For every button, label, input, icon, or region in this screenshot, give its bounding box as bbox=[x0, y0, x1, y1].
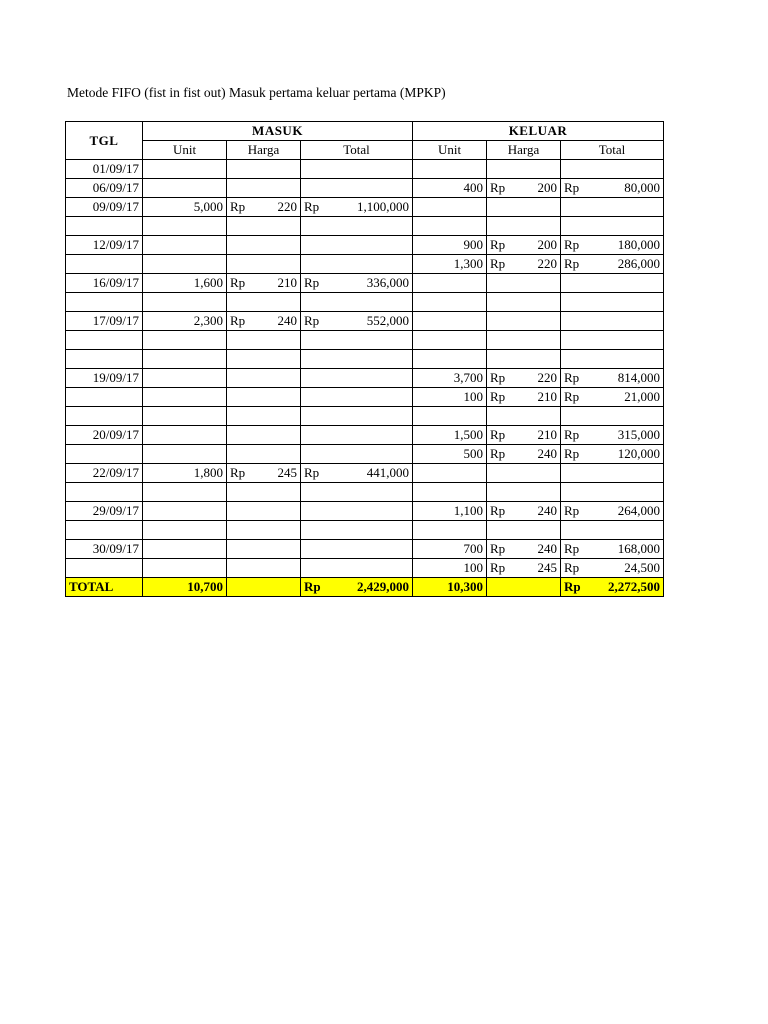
currency-label: Rp bbox=[230, 313, 246, 328]
currency-label: Rp bbox=[490, 560, 506, 575]
keluar-unit-header: Unit bbox=[413, 141, 487, 160]
keluar-total-value: 168,000 bbox=[617, 541, 660, 556]
keluar-unit-cell bbox=[413, 198, 487, 217]
keluar-total-cell bbox=[561, 445, 664, 464]
keluar-unit-cell bbox=[413, 293, 487, 312]
date-cell bbox=[66, 255, 143, 274]
masuk-harga-cell bbox=[227, 160, 301, 179]
currency-label: Rp bbox=[490, 427, 506, 442]
masuk-unit-cell bbox=[143, 407, 227, 426]
table-row bbox=[66, 540, 664, 559]
date-cell bbox=[66, 217, 143, 236]
masuk-total-cell bbox=[301, 445, 413, 464]
keluar-harga-cell bbox=[487, 540, 561, 559]
keluar-harga-cell bbox=[487, 255, 561, 274]
currency-label: Rp bbox=[490, 446, 506, 461]
masuk-unit-cell bbox=[143, 445, 227, 464]
date-cell: 30/09/17 bbox=[66, 540, 143, 559]
keluar-total-value: 21,000 bbox=[624, 389, 660, 404]
masuk-total-value: 1,100,000 bbox=[357, 199, 409, 214]
masuk-harga-cell bbox=[227, 540, 301, 559]
keluar-harga-cell bbox=[487, 350, 561, 369]
table-row bbox=[66, 198, 664, 217]
keluar-total-cell bbox=[561, 217, 664, 236]
keluar-total-cell bbox=[561, 312, 664, 331]
masuk-total-cell bbox=[301, 426, 413, 445]
date-cell: 01/09/17 bbox=[66, 160, 143, 179]
date-cell bbox=[66, 388, 143, 407]
currency-label: Rp bbox=[490, 256, 506, 271]
total-in-unit: 10,700 bbox=[143, 578, 227, 597]
masuk-unit-cell bbox=[143, 483, 227, 502]
keluar-unit-cell: 900 bbox=[413, 236, 487, 255]
masuk-total-cell bbox=[301, 236, 413, 255]
fifo-table bbox=[65, 121, 664, 597]
masuk-harga-value: 245 bbox=[277, 465, 297, 480]
keluar-harga-cell bbox=[487, 445, 561, 464]
masuk-total-value: 552,000 bbox=[366, 313, 409, 328]
currency-label: Rp bbox=[230, 465, 246, 480]
masuk-harga-cell bbox=[227, 407, 301, 426]
currency-label: Rp bbox=[564, 256, 580, 271]
keluar-total-cell bbox=[561, 464, 664, 483]
keluar-total-value: 315,000 bbox=[617, 427, 660, 442]
date-cell: 22/09/17 bbox=[66, 464, 143, 483]
keluar-total-cell bbox=[561, 407, 664, 426]
keluar-total-value: 180,000 bbox=[617, 237, 660, 252]
masuk-harga-cell bbox=[227, 312, 301, 331]
keluar-harga-cell bbox=[487, 331, 561, 350]
masuk-harga-cell bbox=[227, 198, 301, 217]
total-row bbox=[66, 578, 664, 597]
keluar-total-cell bbox=[561, 350, 664, 369]
masuk-unit-cell: 2,300 bbox=[143, 312, 227, 331]
table-row bbox=[66, 274, 664, 293]
table-row bbox=[66, 160, 664, 179]
keluar-harga-cell bbox=[487, 179, 561, 198]
currency-label: Rp bbox=[304, 313, 320, 328]
total-in-harga bbox=[227, 578, 301, 597]
keluar-harga-cell bbox=[487, 388, 561, 407]
keluar-total-value: 814,000 bbox=[617, 370, 660, 385]
masuk-harga-cell bbox=[227, 388, 301, 407]
keluar-unit-cell: 1,500 bbox=[413, 426, 487, 445]
currency-label: Rp bbox=[230, 199, 246, 214]
total-out-harga bbox=[487, 578, 561, 597]
table-row bbox=[66, 350, 664, 369]
currency-label: Rp bbox=[564, 503, 580, 518]
keluar-harga-cell bbox=[487, 521, 561, 540]
date-cell: 16/09/17 bbox=[66, 274, 143, 293]
keluar-unit-cell bbox=[413, 274, 487, 293]
date-cell: 06/09/17 bbox=[66, 179, 143, 198]
table-row bbox=[66, 255, 664, 274]
table-body bbox=[66, 160, 664, 578]
masuk-unit-cell bbox=[143, 331, 227, 350]
currency-label: Rp bbox=[564, 427, 580, 442]
masuk-unit-header: Unit bbox=[143, 141, 227, 160]
masuk-harga-cell bbox=[227, 217, 301, 236]
total-out-total-value: 2,272,500 bbox=[608, 579, 660, 594]
currency-label: Rp bbox=[564, 237, 580, 252]
keluar-total-cell bbox=[561, 540, 664, 559]
total-in-total bbox=[301, 578, 413, 597]
masuk-harga-cell bbox=[227, 464, 301, 483]
keluar-harga-value: 240 bbox=[537, 446, 557, 461]
keluar-harga-cell bbox=[487, 217, 561, 236]
date-cell bbox=[66, 483, 143, 502]
masuk-harga-cell bbox=[227, 521, 301, 540]
table-row bbox=[66, 388, 664, 407]
date-cell bbox=[66, 350, 143, 369]
masuk-total-cell bbox=[301, 464, 413, 483]
masuk-harga-cell bbox=[227, 274, 301, 293]
masuk-harga-cell bbox=[227, 293, 301, 312]
currency-label: Rp bbox=[564, 541, 580, 556]
masuk-unit-cell bbox=[143, 236, 227, 255]
table-row bbox=[66, 464, 664, 483]
masuk-unit-cell bbox=[143, 255, 227, 274]
masuk-total-cell bbox=[301, 331, 413, 350]
tgl-header: TGL bbox=[66, 122, 143, 160]
table-row bbox=[66, 445, 664, 464]
masuk-unit-cell: 1,600 bbox=[143, 274, 227, 293]
total-in-total-value: 2,429,000 bbox=[357, 579, 409, 594]
masuk-unit-cell bbox=[143, 350, 227, 369]
table-row bbox=[66, 559, 664, 578]
table-row bbox=[66, 407, 664, 426]
masuk-harga-cell bbox=[227, 236, 301, 255]
masuk-total-cell bbox=[301, 274, 413, 293]
keluar-total-cell bbox=[561, 274, 664, 293]
keluar-unit-cell: 1,300 bbox=[413, 255, 487, 274]
keluar-total-cell bbox=[561, 160, 664, 179]
masuk-harga-cell bbox=[227, 350, 301, 369]
table-row bbox=[66, 331, 664, 350]
keluar-harga-cell bbox=[487, 369, 561, 388]
currency-label: Rp bbox=[564, 579, 581, 594]
table-row bbox=[66, 217, 664, 236]
date-cell bbox=[66, 407, 143, 426]
keluar-total-value: 264,000 bbox=[617, 503, 660, 518]
keluar-total-cell bbox=[561, 369, 664, 388]
masuk-harga-value: 240 bbox=[277, 313, 297, 328]
masuk-total-cell bbox=[301, 198, 413, 217]
table-row bbox=[66, 312, 664, 331]
masuk-total-cell bbox=[301, 160, 413, 179]
keluar-harga-value: 200 bbox=[537, 237, 557, 252]
keluar-harga-cell bbox=[487, 464, 561, 483]
total-label: TOTAL bbox=[66, 578, 143, 597]
keluar-total-cell bbox=[561, 502, 664, 521]
currency-label: Rp bbox=[304, 579, 321, 594]
keluar-harga-cell bbox=[487, 426, 561, 445]
masuk-harga-value: 210 bbox=[277, 275, 297, 290]
keluar-unit-cell bbox=[413, 464, 487, 483]
masuk-harga-cell bbox=[227, 369, 301, 388]
masuk-total-cell bbox=[301, 350, 413, 369]
keluar-total-value: 286,000 bbox=[617, 256, 660, 271]
keluar-harga-value: 245 bbox=[537, 560, 557, 575]
masuk-total-header: Total bbox=[301, 141, 413, 160]
masuk-total-cell bbox=[301, 483, 413, 502]
date-cell: 09/09/17 bbox=[66, 198, 143, 217]
masuk-total-cell bbox=[301, 312, 413, 331]
masuk-total-cell bbox=[301, 255, 413, 274]
masuk-total-cell bbox=[301, 559, 413, 578]
masuk-total-cell bbox=[301, 407, 413, 426]
currency-label: Rp bbox=[304, 199, 320, 214]
keluar-unit-cell bbox=[413, 407, 487, 426]
table-row bbox=[66, 236, 664, 255]
keluar-harga-cell bbox=[487, 293, 561, 312]
keluar-unit-cell bbox=[413, 350, 487, 369]
total-out-unit: 10,300 bbox=[413, 578, 487, 597]
masuk-total-value: 336,000 bbox=[366, 275, 409, 290]
currency-label: Rp bbox=[490, 180, 506, 195]
masuk-harga-cell bbox=[227, 331, 301, 350]
masuk-unit-cell bbox=[143, 293, 227, 312]
keluar-unit-cell: 3,700 bbox=[413, 369, 487, 388]
table-row bbox=[66, 521, 664, 540]
table-row bbox=[66, 502, 664, 521]
masuk-unit-cell bbox=[143, 426, 227, 445]
masuk-unit-cell bbox=[143, 179, 227, 198]
keluar-total-value: 80,000 bbox=[624, 180, 660, 195]
keluar-unit-cell bbox=[413, 160, 487, 179]
keluar-unit-cell bbox=[413, 331, 487, 350]
document-title: Metode FIFO (fist in fist out) Masuk pertama keluar pertama (MPKP) bbox=[67, 85, 446, 100]
masuk-unit-cell bbox=[143, 521, 227, 540]
keluar-total-cell bbox=[561, 255, 664, 274]
date-cell: 20/09/17 bbox=[66, 426, 143, 445]
currency-label: Rp bbox=[564, 560, 580, 575]
keluar-total-cell bbox=[561, 198, 664, 217]
masuk-harga-cell bbox=[227, 445, 301, 464]
keluar-unit-cell: 100 bbox=[413, 388, 487, 407]
keluar-unit-cell bbox=[413, 312, 487, 331]
keluar-total-value: 24,500 bbox=[624, 560, 660, 575]
keluar-total-cell bbox=[561, 483, 664, 502]
masuk-unit-cell bbox=[143, 502, 227, 521]
date-cell bbox=[66, 445, 143, 464]
keluar-total-cell bbox=[561, 559, 664, 578]
currency-label: Rp bbox=[490, 370, 506, 385]
masuk-harga-cell bbox=[227, 179, 301, 198]
date-cell: 17/09/17 bbox=[66, 312, 143, 331]
masuk-total-value: 441,000 bbox=[366, 465, 409, 480]
keluar-harga-cell bbox=[487, 160, 561, 179]
keluar-unit-cell bbox=[413, 483, 487, 502]
keluar-harga-header: Harga bbox=[487, 141, 561, 160]
table-row bbox=[66, 179, 664, 198]
masuk-total-cell bbox=[301, 293, 413, 312]
keluar-harga-cell bbox=[487, 312, 561, 331]
date-cell: 29/09/17 bbox=[66, 502, 143, 521]
keluar-harga-value: 220 bbox=[537, 256, 557, 271]
keluar-total-cell bbox=[561, 521, 664, 540]
keluar-harga-value: 220 bbox=[537, 370, 557, 385]
masuk-unit-cell bbox=[143, 369, 227, 388]
keluar-harga-cell bbox=[487, 483, 561, 502]
keluar-harga-cell bbox=[487, 198, 561, 217]
date-cell bbox=[66, 521, 143, 540]
keluar-harga-cell bbox=[487, 407, 561, 426]
masuk-unit-cell bbox=[143, 559, 227, 578]
keluar-total-cell bbox=[561, 426, 664, 445]
date-cell: 19/09/17 bbox=[66, 369, 143, 388]
masuk-harga-cell bbox=[227, 502, 301, 521]
keluar-harga-cell bbox=[487, 559, 561, 578]
keluar-total-cell bbox=[561, 236, 664, 255]
masuk-harga-cell bbox=[227, 483, 301, 502]
masuk-harga-cell bbox=[227, 255, 301, 274]
masuk-total-cell bbox=[301, 540, 413, 559]
keluar-unit-cell: 400 bbox=[413, 179, 487, 198]
masuk-unit-cell: 1,800 bbox=[143, 464, 227, 483]
keluar-total-cell bbox=[561, 388, 664, 407]
keluar-total-cell bbox=[561, 179, 664, 198]
table-row bbox=[66, 293, 664, 312]
masuk-header: MASUK bbox=[143, 122, 413, 141]
masuk-unit-cell bbox=[143, 217, 227, 236]
masuk-unit-cell bbox=[143, 388, 227, 407]
currency-label: Rp bbox=[304, 275, 320, 290]
masuk-total-cell bbox=[301, 369, 413, 388]
currency-label: Rp bbox=[564, 180, 580, 195]
date-cell: 12/09/17 bbox=[66, 236, 143, 255]
currency-label: Rp bbox=[490, 389, 506, 404]
keluar-harga-value: 240 bbox=[537, 503, 557, 518]
table-row bbox=[66, 426, 664, 445]
date-cell bbox=[66, 293, 143, 312]
currency-label: Rp bbox=[490, 503, 506, 518]
keluar-total-cell bbox=[561, 293, 664, 312]
masuk-total-cell bbox=[301, 388, 413, 407]
date-cell bbox=[66, 331, 143, 350]
masuk-harga-cell bbox=[227, 559, 301, 578]
keluar-harga-value: 210 bbox=[537, 389, 557, 404]
keluar-unit-cell: 500 bbox=[413, 445, 487, 464]
masuk-harga-cell bbox=[227, 426, 301, 445]
keluar-harga-cell bbox=[487, 274, 561, 293]
keluar-harga-value: 240 bbox=[537, 541, 557, 556]
keluar-unit-cell: 100 bbox=[413, 559, 487, 578]
masuk-total-cell bbox=[301, 521, 413, 540]
table-row bbox=[66, 369, 664, 388]
keluar-harga-cell bbox=[487, 502, 561, 521]
masuk-total-cell bbox=[301, 179, 413, 198]
keluar-harga-cell bbox=[487, 236, 561, 255]
keluar-header: KELUAR bbox=[413, 122, 664, 141]
currency-label: Rp bbox=[490, 541, 506, 556]
keluar-unit-cell: 1,100 bbox=[413, 502, 487, 521]
currency-label: Rp bbox=[564, 370, 580, 385]
table-row bbox=[66, 483, 664, 502]
keluar-total-value: 120,000 bbox=[617, 446, 660, 461]
masuk-total-cell bbox=[301, 217, 413, 236]
currency-label: Rp bbox=[230, 275, 246, 290]
masuk-unit-cell bbox=[143, 160, 227, 179]
masuk-total-cell bbox=[301, 502, 413, 521]
date-cell bbox=[66, 559, 143, 578]
masuk-unit-cell bbox=[143, 540, 227, 559]
masuk-harga-header: Harga bbox=[227, 141, 301, 160]
keluar-unit-cell bbox=[413, 521, 487, 540]
currency-label: Rp bbox=[564, 389, 580, 404]
currency-label: Rp bbox=[490, 237, 506, 252]
currency-label: Rp bbox=[564, 446, 580, 461]
currency-label: Rp bbox=[304, 465, 320, 480]
keluar-harga-value: 210 bbox=[537, 427, 557, 442]
masuk-unit-cell: 5,000 bbox=[143, 198, 227, 217]
keluar-harga-value: 200 bbox=[537, 180, 557, 195]
masuk-harga-value: 220 bbox=[277, 199, 297, 214]
total-out-total bbox=[561, 578, 664, 597]
keluar-unit-cell bbox=[413, 217, 487, 236]
keluar-total-header: Total bbox=[561, 141, 664, 160]
keluar-unit-cell: 700 bbox=[413, 540, 487, 559]
keluar-total-cell bbox=[561, 331, 664, 350]
